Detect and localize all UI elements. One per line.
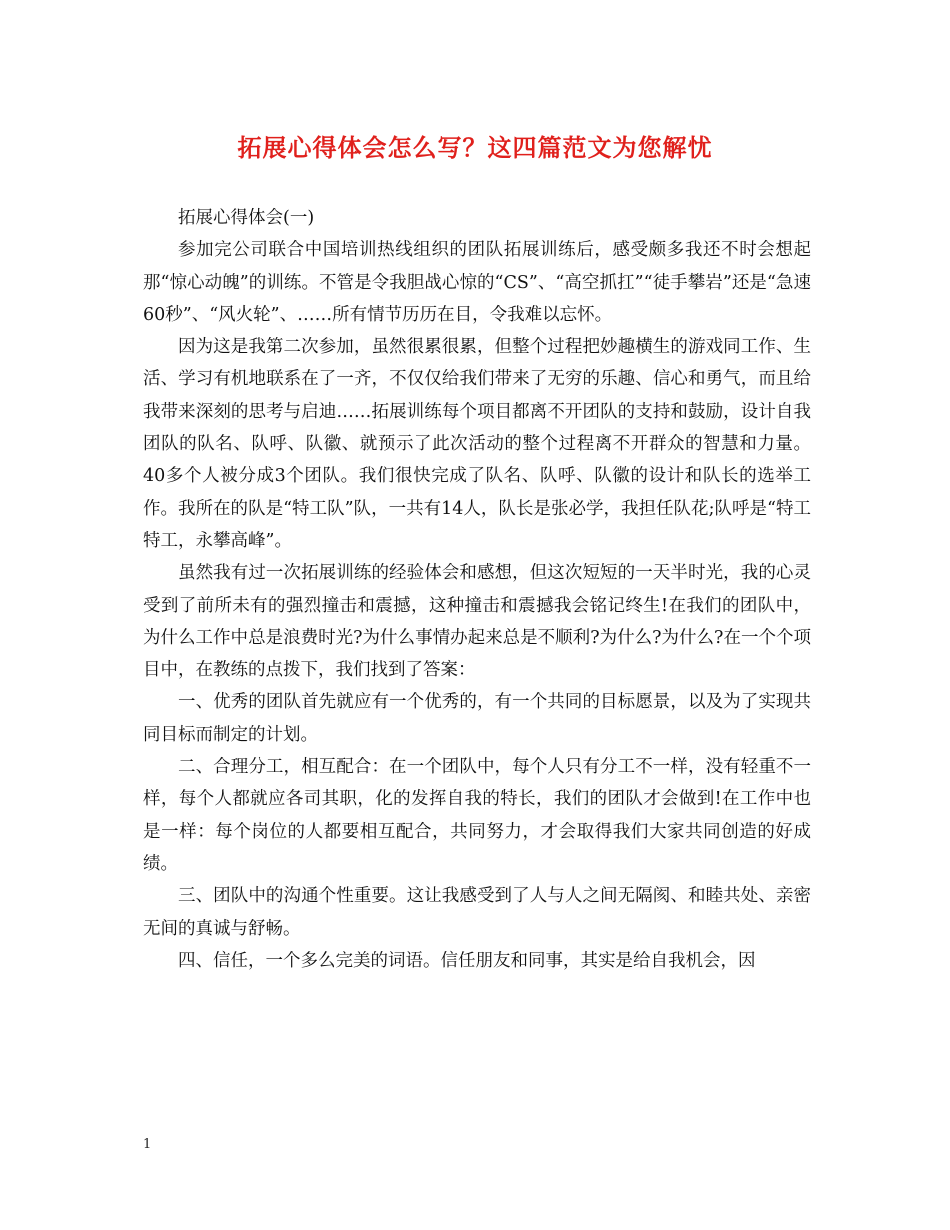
- paragraph-team-building: 因为这是我第二次参加，虽然很累很累，但整个过程把妙趣横生的游戏同工作、生活、学习有机地联系在了一齐，不仅仅给我们带来了无穷的乐趣、信心和勇气，而且给我带来深刻的思考与启迪……拓展训练每个项目都离不开团队的支持和鼓励，设计自我团队的队名、队呼、队徽、就预示了此次活动的整个过程离不开群众的智慧和力量。40多个人被分成3个团队。我们很快完成了队名、队呼、队徽的设计和队长的选举工作。我所在的队是“特工队”队，一共有14人，队长是张必学，我担任队花;队呼是“特工特工，永攀高峰”。: [143, 337, 811, 551]
- paragraph-point-one: 一、优秀的团队首先就应有一个优秀的，有一个共同的目标愿景，以及为了实现共同目标而制定的计划。: [143, 692, 811, 745]
- section-heading: 拓展心得体会(一): [178, 208, 315, 228]
- paragraph-point-three: 三、团队中的沟通个性重要。这让我感受到了人与人之间无隔阂、和睦共处、亲密无间的真诚与舒畅。: [143, 886, 811, 939]
- paragraph-point-two: 二、合理分工，相互配合：在一个团队中，每个人只有分工不一样，没有轻重不一样，每个人都就应各司其职，化的发挥自我的特长，我们的团队才会做到!在工作中也是一样：每个岗位的人都要相互配合，共同努力，才会取得我们大家共同创造的好成绩。: [143, 757, 811, 874]
- document-title: 拓展心得体会怎么写？这四篇范文为您解忧: [237, 133, 713, 162]
- document-body: [143, 202, 811, 977]
- paragraph-point-four: 四、信任，一个多么完美的词语。信任朋友和同事，其实是给自我机会，因: [178, 950, 756, 971]
- page-number: 1: [143, 1137, 152, 1152]
- paragraph-reflection: 虽然我有过一次拓展训练的经验体会和感想，但这次短短的一天半时光，我的心灵受到了前所未有的强烈撞击和震撼，这种撞击和震撼我会铭记终生!在我们的团队中，为什么工作中总是浪费时光?为什么事情办起来总是不顺利?为什么?为什么?在一个个项目中，在教练的点拨下，我们找到了答案：: [143, 563, 811, 681]
- paragraph-intro: 参加完公司联合中国培训热线组织的团队拓展训练后，感受颇多我还不时会想起那“惊心动魄”的训练。不管是令我胆战心惊的“CS”、“高空抓扛”“徒手攀岩”还是“急速60秒”、“风火轮”、……所有情节历历在目，令我难以忘怀。: [143, 240, 811, 325]
